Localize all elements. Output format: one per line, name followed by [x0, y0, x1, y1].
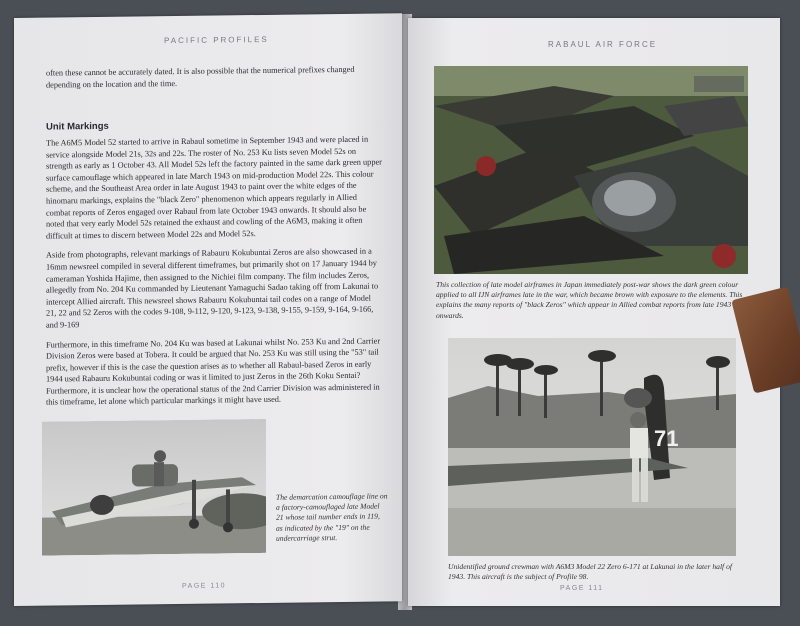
paragraph-3: Furthermore, in this timeframe No. 204 Ku was based at Lakunai whilst No. 253 Ku and 2nd Carrier Division Zeros were based at Tobera. It could be argued that No. 253 Ku was still using the "53" tail prefix, however if this is the case the question arises as to whether all Rabaul-based Zeros in early 1944 used Rabauru Kokubuntai coding or was it limited to just Zeros in the 26th Koku Sentai? Furthermore, it is unclear how the operational status of the 2nd Carrier Division was administered in this timeframe, let alone which particular markings it might have used.	[46, 336, 381, 408]
section-heading: Unit Markings	[46, 120, 109, 133]
ground-crewman-photo	[448, 338, 736, 556]
caption-bottom: Unidentified ground crewman with A6M3 Model 22 Zero 6-171 at Lakunai in the later half of 1943. This aircraft is the subject of Profile 98.	[448, 562, 732, 582]
right-page-header: RABAUL AIR FORCE	[548, 40, 658, 49]
airframes-collection-photo	[434, 66, 748, 274]
right-page-footer: PAGE 111	[560, 585, 604, 592]
left-page	[14, 13, 402, 606]
caption-left: The demarcation camouflage line on a factory-camouflaged late Model 21 whose tail number ends in 119, as indicated by the "19" on the undercarriage strut.	[276, 491, 388, 543]
paragraph-1: The A6M5 Model 52 started to arrive in Rabaul sometime in September 1943 and were placed in service alongside Model 21s, 32s and 22s. The roster of No. 253 Ku lists seven Model 52s on strength as early as 1 October 43. All Model 52s left the factory painted in the same dark green upper surface camouflage which appeared in late March 1943 on mid-production Model 22s. This colour scheme, and the Southeast Area order in late August 1943 to paint over the white edges of the hinomaru markings, explains the "black Zero" phenomenon which appears regularly in Allied combat reports of Zeros engaged over Rabaul from late October 1943 onwards. It should also be noted that very early Model 52s retained the exhaust and cowling of the A6M3, making it often difficult at times to discern between Model 22s and Model 52s.	[46, 134, 382, 241]
body-text	[46, 134, 382, 417]
paragraph-2: Aside from photographs, relevant markings of Rabauru Kokubuntai Zeros are also showcased in a 16mm newsreel compiled in several different timeframes, but primarily shot on 17 January 1944 by cameraman Yoshida Hajime, then assigned to the Nichiei film company. The film includes Zeros, allegedly from No. 204 Ku commanded by Lieutenant Yamaguchi Sadao taking off from Lakunai to intercept Allied aircraft. This newsreel shows Rabauru Kokubuntai tail codes on a range of Model 21, 22 and 52 Zeros with the codes 9-108, 9-112, 9-120, 9-123, 9-138, 9-155, 9-159, 9-164, 9-166, and 9-169	[46, 246, 379, 330]
zero-model-21-photo	[42, 419, 266, 556]
tail-number-71: 71	[654, 426, 679, 451]
left-page-header: PACIFIC PROFILES	[164, 34, 269, 46]
right-page	[408, 18, 780, 606]
book-spread	[14, 10, 794, 612]
intro-text	[46, 64, 382, 99]
caption-top: This collection of late model airframes in Japan immediately post-war shows the dark green colour applied to all IJN airframes late in the war, which became brown with exposure to the elements. This explains the many reports of "black Zeros" which appear in Allied combat reports from late 1943 onwards.	[436, 280, 743, 320]
intro-paragraph: often these cannot be accurately dated. It is also possible that the numerical prefixes changed depending on the location and the time.	[46, 64, 355, 90]
left-page-footer: PAGE 110	[182, 582, 227, 590]
